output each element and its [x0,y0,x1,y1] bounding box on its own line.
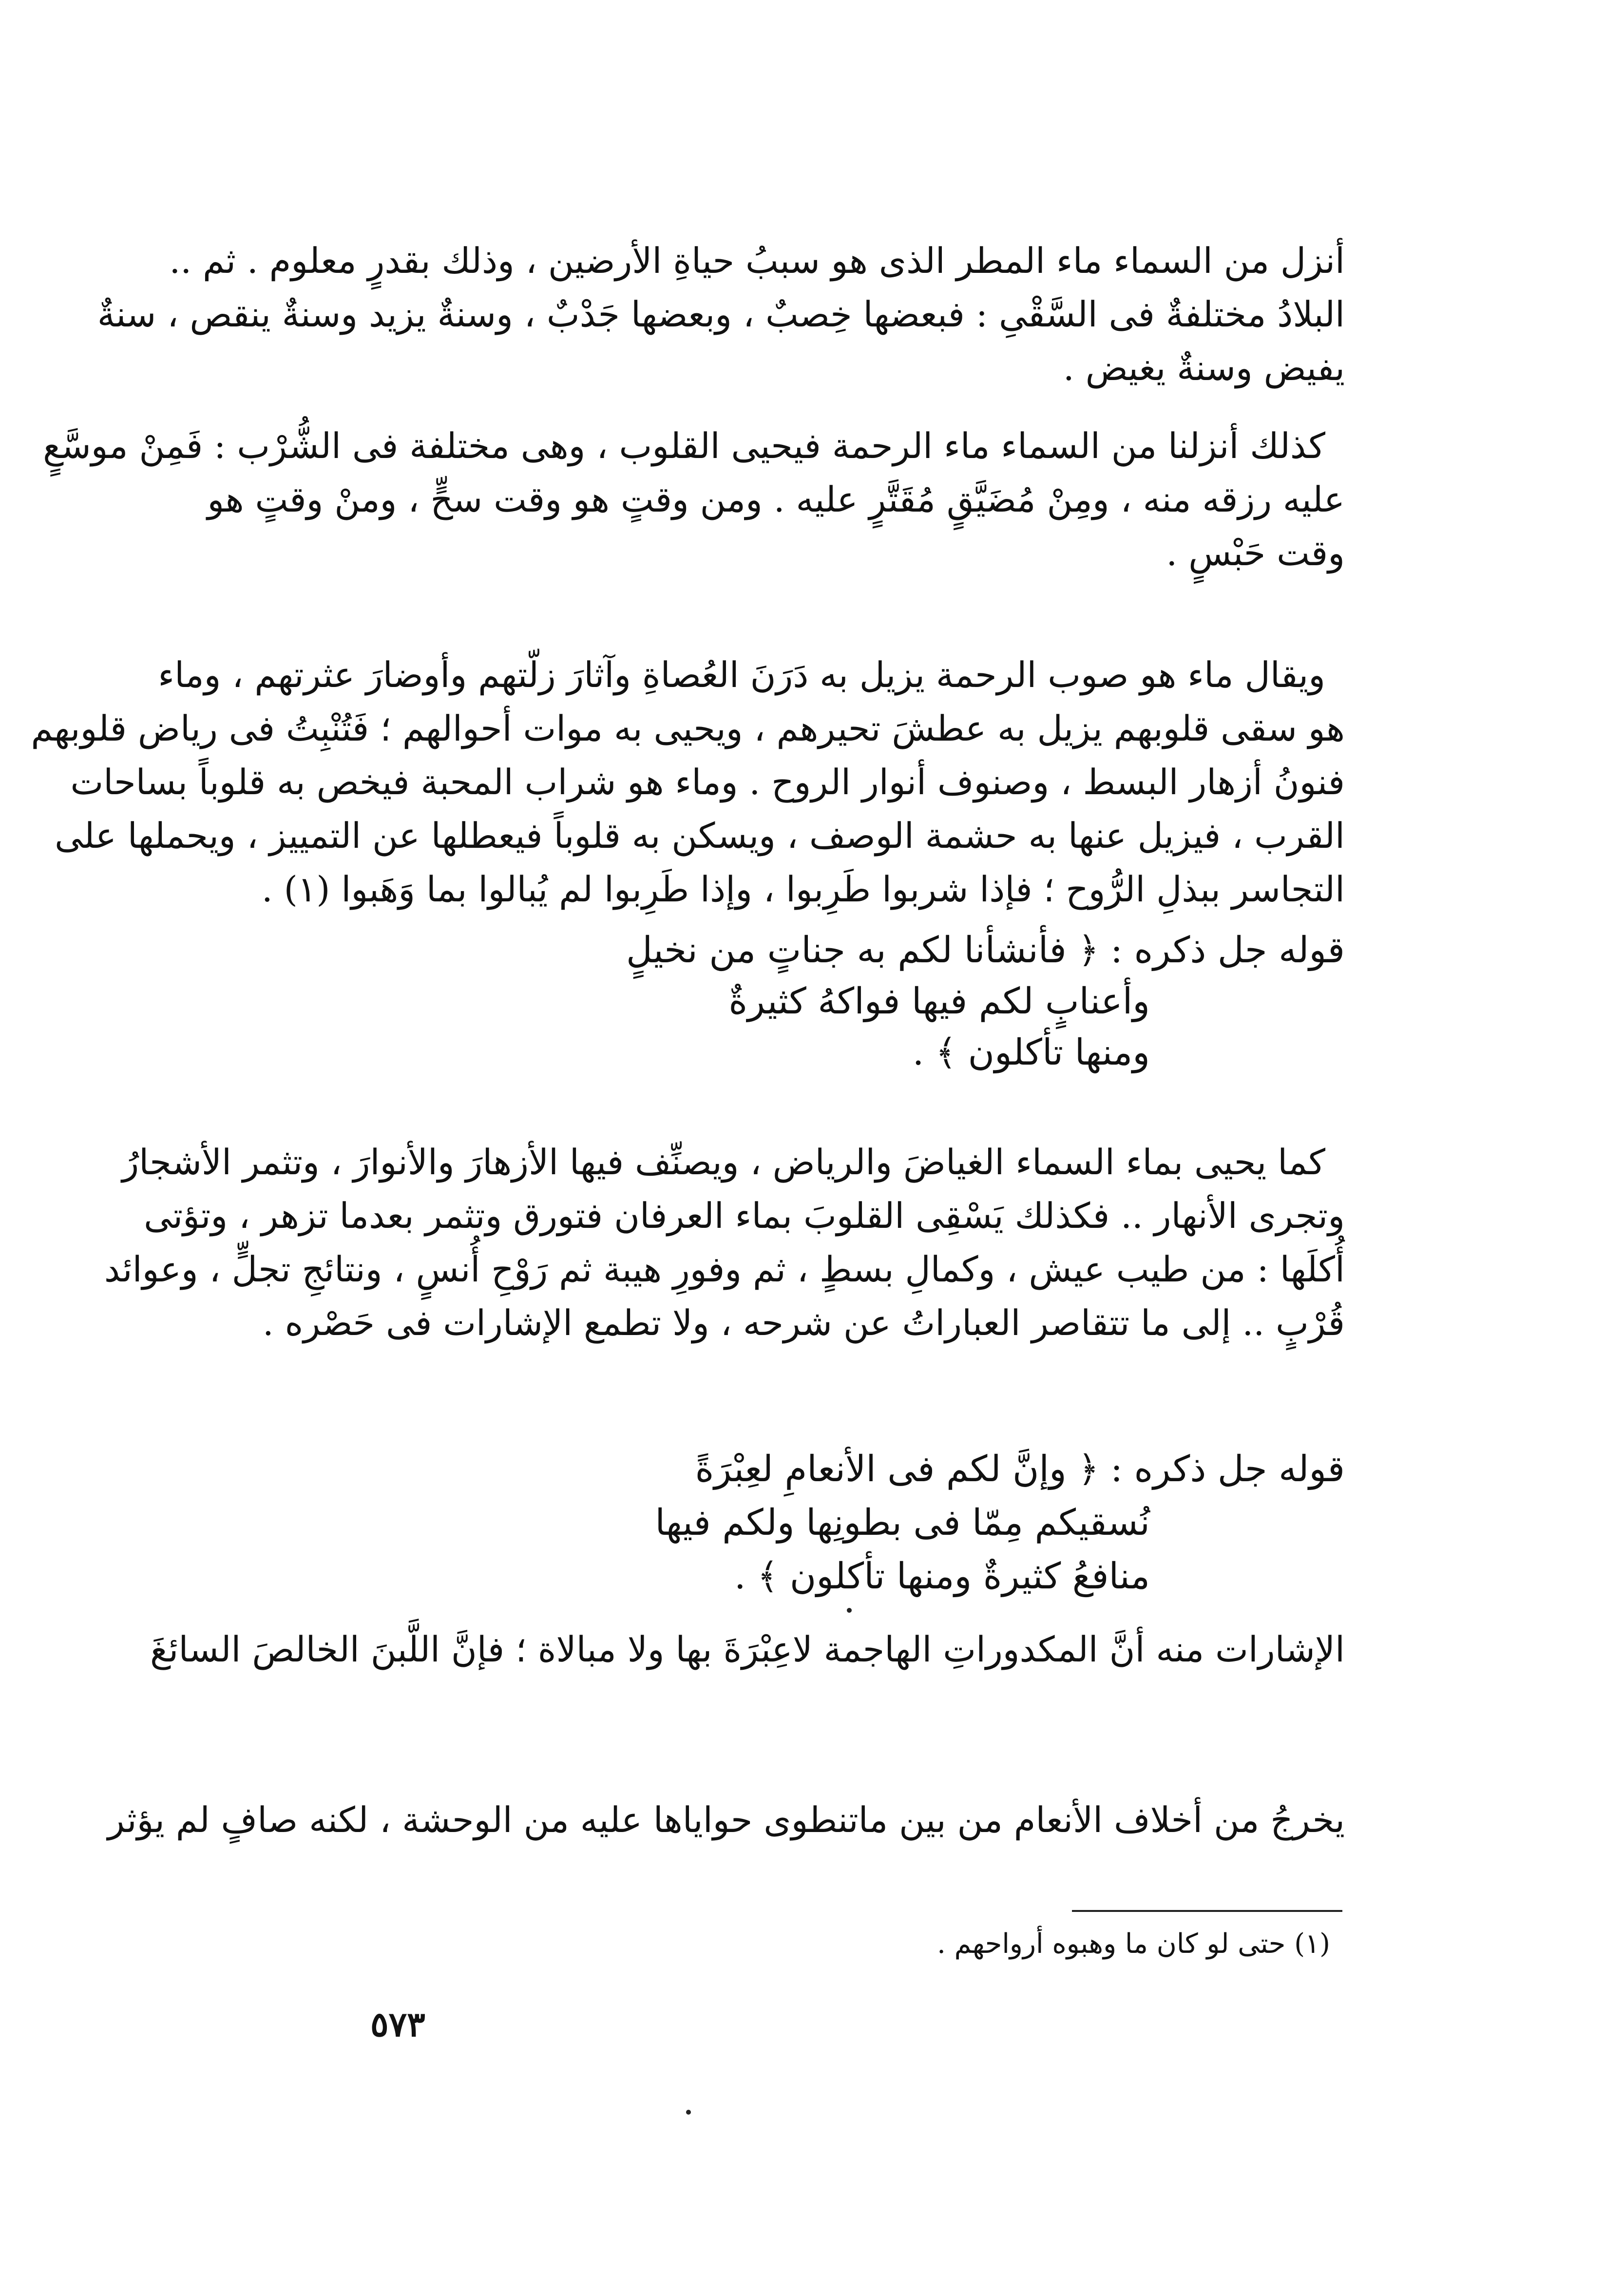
text-line: عليه رزقه منه ، ومِنْ مُضَيَّقٍ مُقَتَّرٍ عليه . ومن وقتٍ هو وقت سحٍّ ، ومنْ وقتٍ هو [207,479,1345,520]
verse-line: منافعُ كثيرةٌ ومنها تأكلون ﴾ . [734,1555,1150,1597]
text-line: يخرجُ من أخلاف الأنعام من بين ماتنطوى حواياها عليه من الوحشة ، لكنه صافٍ لم يؤثر [107,1799,1345,1840]
text-line: قُرْبٍ .. إلى ما تتقاصر العباراتُ عن شرحه ، ولا تطمع الإشارات فى حَصْره . [262,1302,1345,1343]
text-line: الإشارات منه أنَّ المكدوراتِ الهاجمة لاعِبْرَةَ بها ولا مبالاة ؛ فإنَّ اللَّبنَ الخالصَ السائغَ [150,1629,1345,1670]
footnote-rule [1072,1910,1342,1912]
print-speck [847,1608,852,1613]
print-speck [686,2110,691,2115]
text-line: يفيض وسنةٌ يغيض . [1063,347,1345,388]
verse-line: قوله جل ذكره : ﴿ فأنشأنا لكم به جناتٍ من نخيلٍ [626,929,1345,971]
page-number: ٥٧٣ [370,2004,425,2044]
footnote: (١) حتى لو كان ما وهبوه أرواحهم . [937,1928,1330,1960]
text-line: كما يحيى بماء السماء الغياضَ والرياض ، ويصنِّف فيها الأزهارَ والأنوارَ ، وتثمر الأشجارُ [122,1142,1325,1183]
text-line: أنزل من السماء ماء المطر الذى هو سببُ حياةِ الأرضين ، وذلك بقدرٍ معلوم . ثم .. [169,240,1345,281]
text-line: وقت حَبْسٍ . [1166,533,1345,573]
text-line: أُكلَها : من طيب عيش ، وكمالِ بسطٍ ، ثم وفورِ هيبة ثم رَوْحِ أُنسٍ ، ونتائجِ تجلٍّ ، وعوائد [104,1249,1345,1290]
text-line: ويقال ماء هو صوب الرحمة يزيل به دَرَنَ العُصاةِ وآثارَ زلّتهم وأوضارَ عثرتهم ، وماء [158,654,1325,695]
verse-line: وأعنابٍ لكم فيها فواكهُ كثيرةٌ [728,980,1150,1022]
verse-line: نُسقيكم مِمّا فى بطونِها ولكم فيها [655,1502,1150,1544]
text-line: البلادُ مختلفةٌ فى السَّقْىِ : فبعضها خِصبٌ ، وبعضها جَدْبٌ ، وسنةٌ يزيد وسنةٌ ينقص ، سنةٌ [97,294,1345,335]
verse-line: ومنها تأكلون ﴾ . [912,1031,1150,1073]
text-line: فنونُ أزهار البسط ، وصنوف أنوار الروح . وماء هو شراب المحبة فيخص به قلوباً بساحات [70,762,1345,802]
text-line: وتجرى الأنهار .. فكذلك يَسْقِى القلوبَ بماء العرفان فتورق وتثمر بعدما تزهر ، وتؤتى [144,1195,1345,1236]
text-line: هو سقى قلوبهم يزيل به عطشَ تحيرهم ، ويحيى به موات أحوالهم ؛ فَتُنْبِتُ فى رياض قلوبهم [31,708,1345,749]
text-line: كذلك أنزلنا من السماء ماء الرحمة فيحيى القلوب ، وهى مختلفة فى الشُّرْب : فَمِنْ موسَّعٍ [43,425,1325,466]
text-line: القرب ، فيزيل عنها به حشمة الوصف ، ويسكن به قلوباً فيعطلها عن التمييز ، ويحملها على [55,815,1345,856]
text-line: التجاسر ببذلِ الرُّوح ؛ فإذا شربوا طَرِبوا ، وإذا طَرِبوا لم يُبالوا بما وَهَبوا (١) . [261,869,1345,910]
verse-line: قوله جل ذكره : ﴿ وإنَّ لكم فى الأنعامِ لعِبْرَةً [695,1448,1345,1490]
